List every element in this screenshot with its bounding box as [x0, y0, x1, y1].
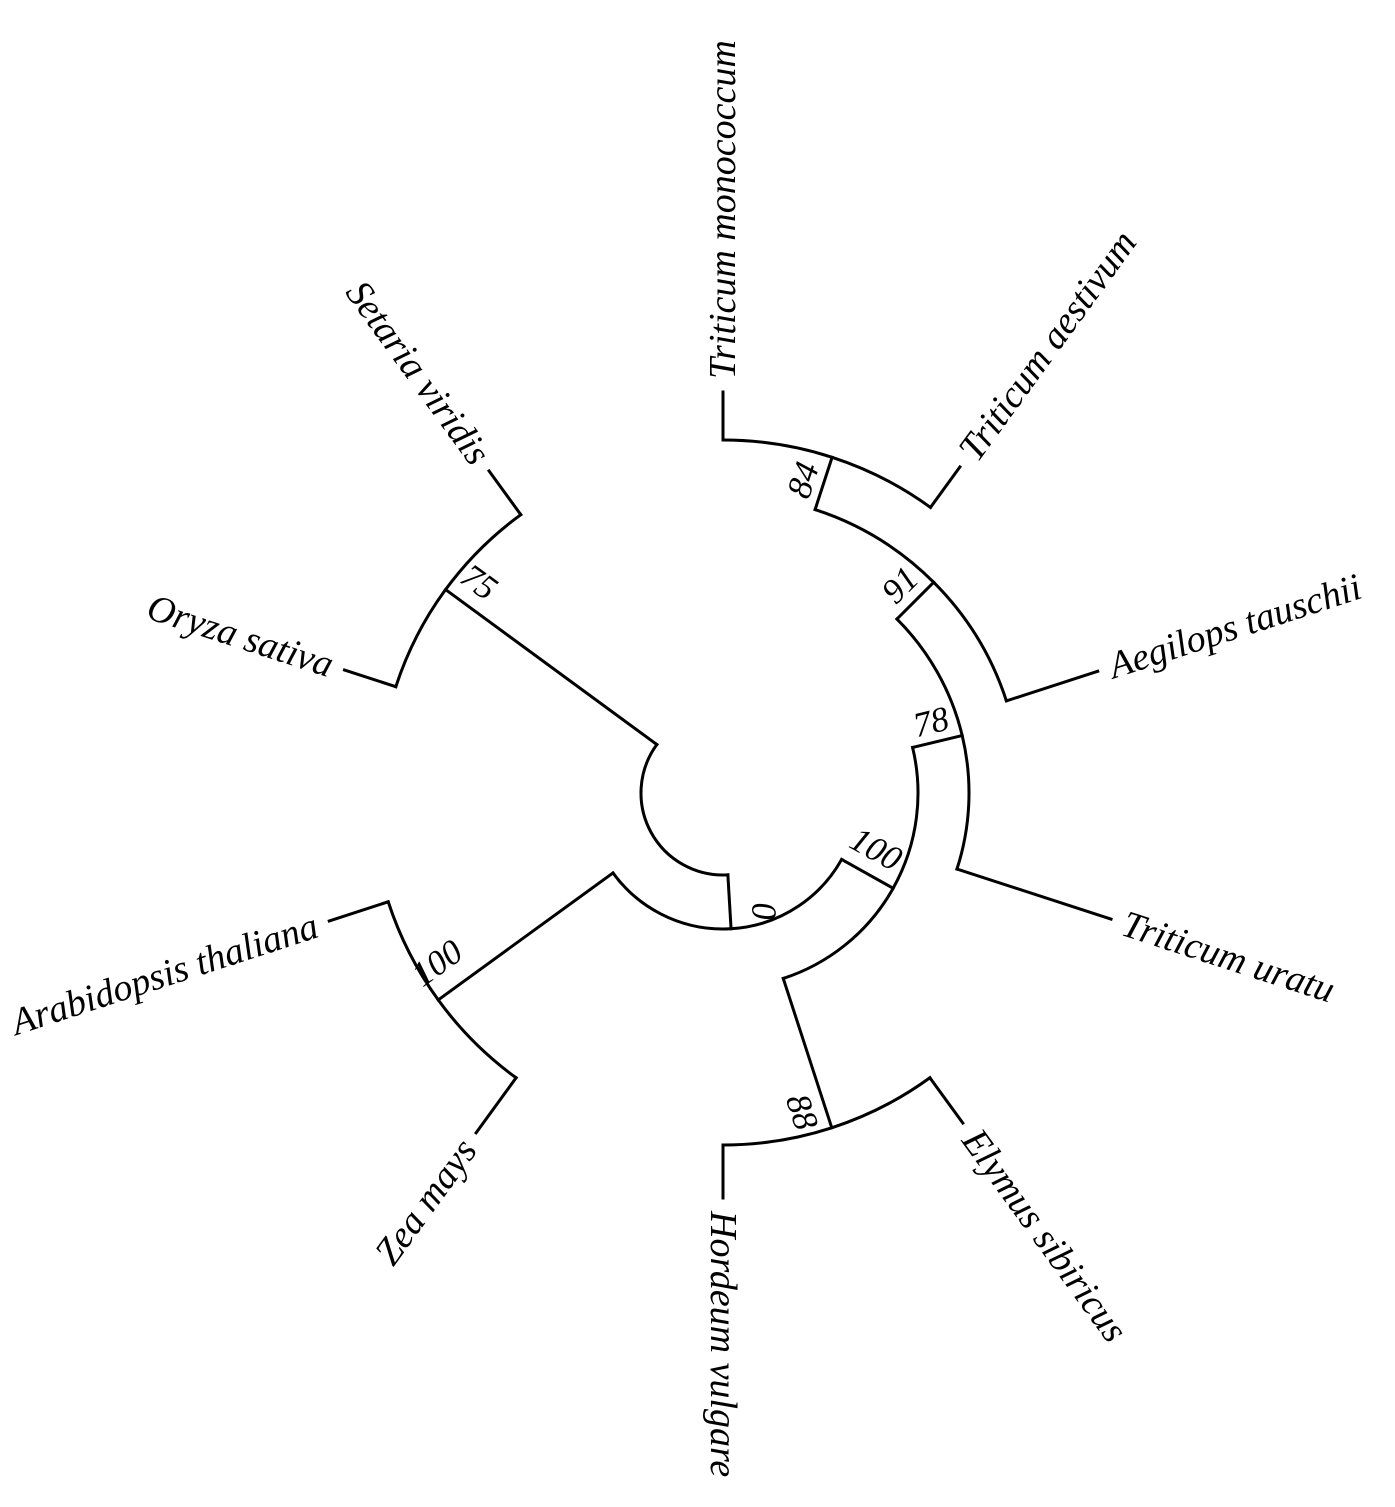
branch-n0: [728, 875, 731, 929]
bootstrap-label-n84: 84: [779, 457, 827, 503]
taxon-label-triticum-aestivum: Triticum aestivum: [950, 222, 1146, 469]
branch-n100l: [438, 873, 613, 1000]
tree-branches-group: [329, 392, 1111, 1198]
taxon-label-triticum-monococcum: Triticum monococcum: [702, 40, 744, 379]
taxon-label-arabidopsis-thaliana: Arabidopsis thaliana: [6, 904, 324, 1044]
taxon-label-oryza-sativa: Oryza sativa: [141, 586, 339, 686]
branch-zea-mays: [476, 1078, 516, 1133]
branch-triticum-uratu: [957, 869, 1111, 919]
branch-arabidopsis-thaliana: [329, 902, 388, 921]
taxon-label-triticum-uratu: Triticum uratu: [1116, 903, 1340, 1012]
taxon-label-elymus-sibiricus: Elymus sibiricus: [953, 1121, 1136, 1351]
bootstrap-label-n78: 78: [909, 698, 953, 746]
bootstrap-label-n0: 0: [744, 901, 784, 921]
taxon-label-setaria-viridis: Setaria viridis: [337, 273, 499, 473]
branch-aegilops-tauschii: [1006, 671, 1097, 701]
bootstrap-label-n91: 91: [873, 558, 927, 612]
bootstrap-label-n100l: 100: [404, 931, 470, 995]
branch-oryza-sativa: [344, 670, 395, 687]
taxon-label-aegilops-tauschii: Aegilops tauschii: [1103, 566, 1367, 688]
branch-n75: [446, 590, 657, 745]
bootstrap-label-n88: 88: [778, 1089, 826, 1135]
taxon-label-hordeum-vulgare: Hordeum vulgare: [702, 1211, 744, 1478]
tree-labels-group: [3, 40, 1366, 1477]
branch-elymus-sibiricus: [930, 1078, 963, 1123]
bootstrap-label-n75: 75: [453, 555, 505, 609]
taxon-label-zea-mays: Zea mays: [366, 1130, 486, 1273]
branch-setaria-viridis: [489, 471, 521, 515]
bootstrap-label-n100r: 100: [843, 819, 909, 879]
branch-triticum-aestivum: [930, 467, 959, 507]
arc-root: [641, 745, 728, 875]
arc-n0: [613, 859, 842, 929]
